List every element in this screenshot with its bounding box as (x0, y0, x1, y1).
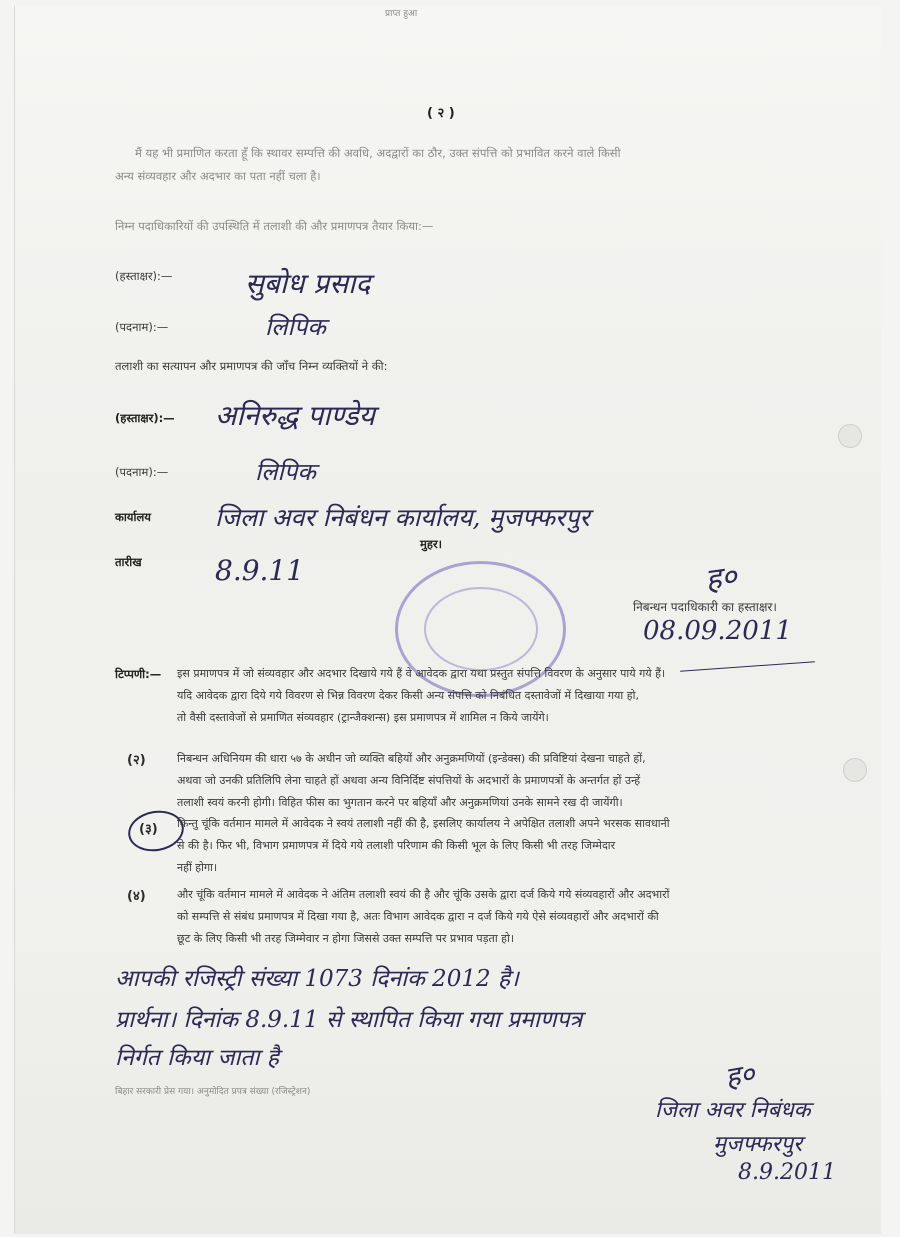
date-label: तारीख (115, 555, 142, 569)
note-4-marker: (४) (127, 889, 146, 904)
note-3-marker: (३) (139, 822, 158, 837)
remark-line-2-handwriting: प्रार्थना। दिनांक 8.9.11 से स्थापित किया गया प्रमाणपत्र (115, 1007, 583, 1033)
note-4-line-2: को सम्पत्ति से संबंध प्रमाणपत्र में दिखा गया है, अतः विभाग आवेदक द्वारा न दर्ज किये गये ऐसे संव्यवहारों और अदभारों की (177, 910, 659, 923)
second-post-label: (पदनाम):— (115, 465, 169, 479)
intro-line-3: निम्न पदाधिकारियों की उपस्थिति में तलाशी की और प्रमाणपत्र तैयार किया:— (115, 219, 434, 233)
note-2-line-1: निबन्धन अधिनियम की धारा ५७ के अधीन जो व्यक्ति बहियों और अनुक्रमणियों (इन्डेक्स) की प्रविष्टियां देखना चाहते हों, (177, 752, 646, 765)
bottom-signature-line-1: जिला अवर निबंधक (655, 1098, 811, 1123)
notes-heading: टिप्पणी:— (115, 667, 162, 681)
note-4-line-1: और चूंकि वर्तमान मामले में आवेदक ने अंतिम तलाशी स्वयं की है और चूंकि उसके द्वारा दर्ज किये गये संव्यवहारों और अदभारों (177, 888, 670, 901)
bottom-signature-date: 8.9.2011 (738, 1160, 836, 1185)
printer-footer-line: बिहार सरकारी प्रेस गया। अनुमोदित प्रपत्र संख्या (रजिस्ट्रेशन) (115, 1087, 311, 1097)
date-handwriting: 8.9.11 (215, 554, 305, 587)
seal-label: मुहर। (420, 537, 443, 551)
office-label: कार्यालय (115, 510, 151, 524)
second-sign-label: (हस्ताक्षर):— (115, 411, 175, 425)
note-1-line-1: इस प्रमाणपत्र में जो संव्यवहार और अदभार दिखाये गये हैं वे आवेदक द्वारा यथा प्रस्तुत संपत्ति विवरण के अनुसार पाये गये हैं। (177, 667, 666, 680)
note-2-line-2: अथवा जो उनकी प्रतिलिपि लेना चाहते हों अथवा अन्य विनिर्दिष्ट संपत्तियों के अदभारों के प्रमाणपत्रों के अन्तर्गत हों उन्हें (177, 774, 641, 787)
note-3-line-2: से की है। फिर भी, विभाग प्रमाणपत्र में दिये गये तलाशी परिणाम की किसी भूल के लिए किसी भी तरह जिम्मेदार (177, 839, 616, 852)
note-3-line-3: नहीं होगा। (177, 861, 218, 874)
first-sign-label: (हस्ताक्षर):— (115, 269, 173, 283)
verification-line: तलाशी का सत्यापन और प्रमाणपत्र की जाँच निम्न व्यक्तियों ने की: (115, 359, 388, 373)
pen-underline-mark (680, 661, 815, 671)
remark-line-3-handwriting: निर्गत किया जाता है (115, 1045, 279, 1071)
note-2-marker: (२) (127, 753, 146, 768)
top-smudge-text: प्राप्त हुआ (385, 9, 418, 19)
page-number: ( २ ) (427, 106, 455, 121)
intro-line-2: अन्य संव्यवहार और अदभार का पता नहीं चला है। (115, 169, 321, 183)
second-signature-handwriting: अनिरुद्ध पाण्डेय (215, 399, 375, 432)
intro-line-1: मैं यह भी प्रमाणित करता हूँ कि स्थावर सम्पत्ति की अवधि, अदद्वारों का ठौर, उक्त संपत्ति को प्रभावित करने वाले किसी (135, 146, 621, 160)
note-3-line-1: किन्तु चूंकि वर्तमान मामले में आवेदक ने स्वयं तलाशी नहीं की है, इसलिए कार्यालय ने अपेक्षित तलाशी अपने भरसक सावधानी (177, 817, 670, 830)
registrar-date-handwriting: 08.09.2011 (643, 616, 792, 646)
registrar-initials-handwriting: ह० (702, 558, 740, 599)
note-4-line-3: छूट के लिए किसी भी तरह जिम्मेवार न होगा जिससे उक्त सम्पत्ति पर प्रभाव पड़ता हो। (177, 932, 515, 945)
first-post-handwriting: लिपिक (265, 313, 326, 341)
punch-hole-top (838, 424, 862, 448)
first-post-label: (पदनाम):— (115, 320, 169, 334)
remark-line-1-handwriting: आपकी रजिस्ट्री संख्या 1073 दिनांक 2012 है। (115, 966, 519, 992)
bottom-initials-handwriting: ह० (722, 1056, 758, 1095)
note-1-line-2: यदि आवेदक द्वारा दिये गये विवरण से भिन्न विवरण देकर किसी अन्य संपत्ति को निबंधित दस्तावेजों में दिखाया गया हो, (177, 689, 639, 702)
office-handwriting: जिला अवर निबंधन कार्यालय, मुजफ्फरपुर (215, 503, 590, 532)
punch-hole-bottom (843, 758, 867, 782)
note-1-line-3: तो वैसी दस्तावेजों से प्रमाणित संव्यवहार (ट्रान्जैक्शन्स) इस प्रमाणपत्र में शामिल न किये जायेंगे। (177, 711, 549, 724)
first-signature-handwriting: सुबोध प्रसाद (245, 267, 371, 300)
document-page (14, 6, 881, 1234)
note-2-line-3: तलाशी स्वयं करनी होगी। विहित फीस का भुगतान करने पर बहियाँ और अनुक्रमणियां उनके सामने रख दी जायेंगी। (177, 796, 623, 809)
bottom-signature-line-2: मुजफ्फरपुर (713, 1132, 803, 1157)
registrar-signature-label: निबन्धन पदाधिकारी का हस्ताक्षर। (633, 600, 777, 614)
second-post-handwriting: लिपिक (255, 458, 316, 486)
